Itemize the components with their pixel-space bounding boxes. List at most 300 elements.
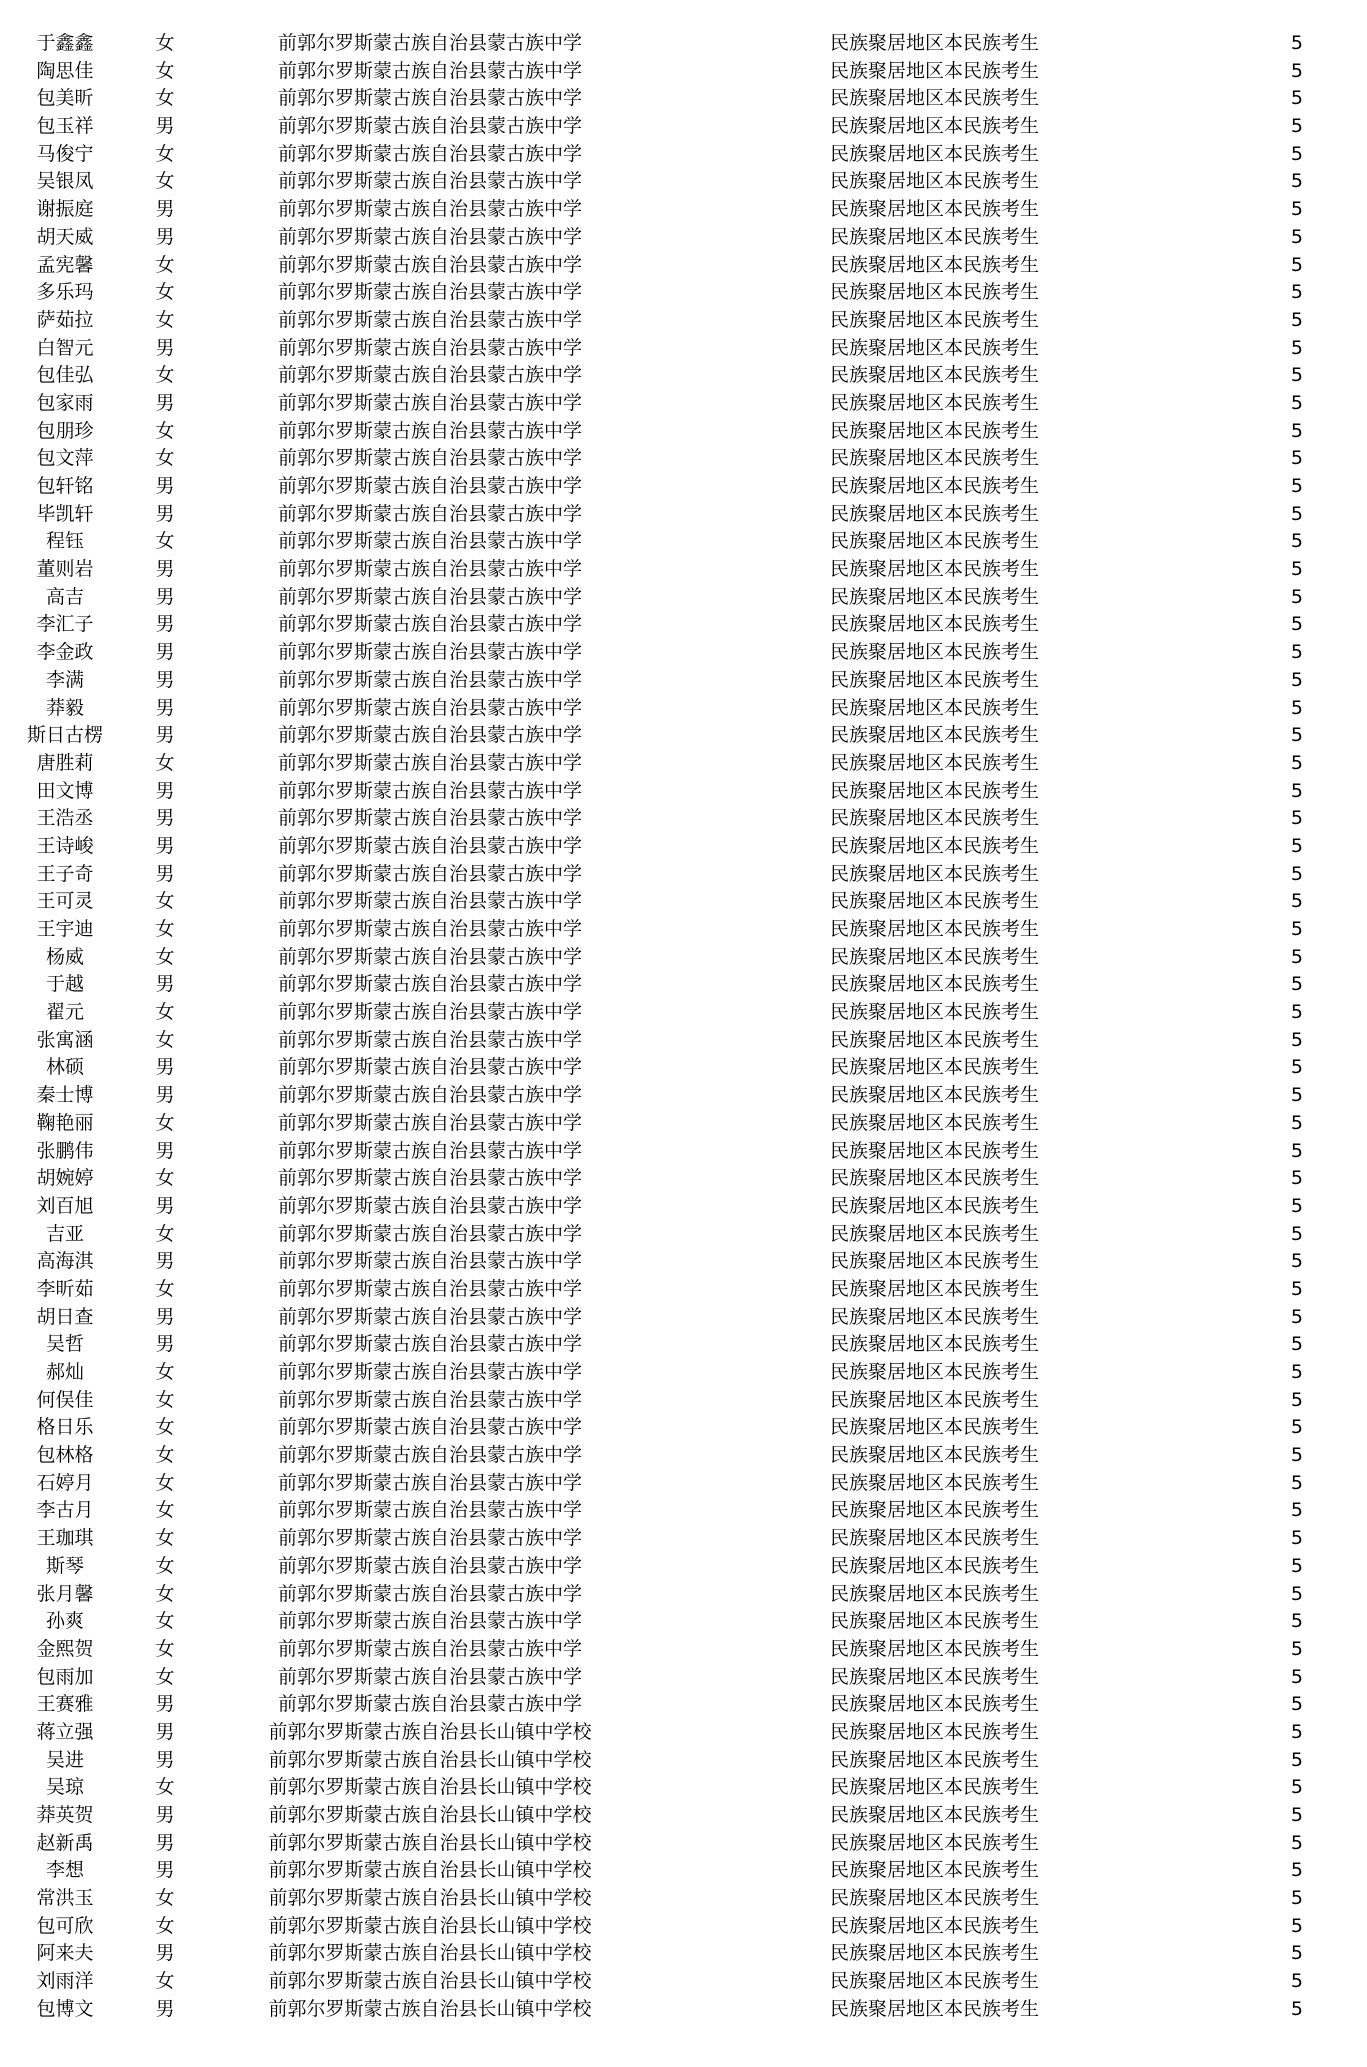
admission-category: 民族聚居地区本民族考生 xyxy=(830,1997,1040,2020)
school-name: 前郭尔罗斯蒙古族自治县蒙古族中学 xyxy=(277,253,582,276)
student-name: 包佳弘 xyxy=(36,364,94,387)
table-row xyxy=(0,667,1367,695)
school-name: 前郭尔罗斯蒙古族自治县蒙古族中学 xyxy=(277,198,582,221)
school-name: 前郭尔罗斯蒙古族自治县蒙古族中学 xyxy=(277,973,582,996)
score-value: 5 xyxy=(1290,807,1303,830)
score-value: 5 xyxy=(1290,1997,1303,2020)
score-value: 5 xyxy=(1290,1167,1303,1190)
student-gender: 男 xyxy=(155,1831,175,1854)
table-row xyxy=(0,611,1367,639)
score-value: 5 xyxy=(1290,225,1303,248)
score-value: 5 xyxy=(1290,1804,1303,1826)
student-gender: 女 xyxy=(155,1416,175,1439)
table-row xyxy=(0,1968,1367,1996)
score-value: 5 xyxy=(1290,142,1303,165)
student-gender: 女 xyxy=(155,1610,175,1633)
student-name: 李昕茹 xyxy=(36,1277,94,1300)
score-value: 5 xyxy=(1290,1139,1303,1162)
student-name: 林硕 xyxy=(45,1056,84,1079)
school-name: 前郭尔罗斯蒙古族自治县蒙古族中学 xyxy=(277,364,582,387)
school-name: 前郭尔罗斯蒙古族自治县蒙古族中学 xyxy=(277,225,582,248)
score-value: 5 xyxy=(1290,391,1303,414)
school-name: 前郭尔罗斯蒙古族自治县长山镇中学校 xyxy=(268,1720,592,1743)
school-name: 前郭尔罗斯蒙古族自治县蒙古族中学 xyxy=(277,613,582,636)
school-name: 前郭尔罗斯蒙古族自治县蒙古族中学 xyxy=(277,779,582,802)
table-row xyxy=(0,1664,1367,1692)
score-value: 5 xyxy=(1290,1637,1303,1660)
student-name: 斯日古楞 xyxy=(26,724,103,747)
school-name: 前郭尔罗斯蒙古族自治县蒙古族中学 xyxy=(277,1139,582,1162)
school-name: 前郭尔罗斯蒙古族自治县蒙古族中学 xyxy=(277,1665,582,1688)
student-gender: 男 xyxy=(155,1720,175,1743)
student-name: 莽毅 xyxy=(45,696,84,719)
student-gender: 男 xyxy=(155,696,175,719)
admission-category: 民族聚居地区本民族考生 xyxy=(830,1444,1040,1467)
student-name: 张月馨 xyxy=(36,1582,94,1605)
admission-category: 民族聚居地区本民族考生 xyxy=(830,1222,1040,1245)
table-row xyxy=(0,1581,1367,1609)
admission-category: 民族聚居地区本民族考生 xyxy=(830,751,1040,774)
admission-category: 民族聚居地区本民族考生 xyxy=(830,1388,1040,1411)
table-row xyxy=(0,196,1367,224)
student-gender: 女 xyxy=(155,751,175,774)
admission-category: 民族聚居地区本民族考生 xyxy=(830,1139,1040,1162)
student-name: 包文萍 xyxy=(36,447,94,470)
student-gender: 男 xyxy=(155,115,175,138)
student-gender: 女 xyxy=(155,1527,175,1550)
admission-category: 民族聚居地区本民族考生 xyxy=(830,87,1040,110)
student-gender: 女 xyxy=(155,1887,175,1910)
score-value: 5 xyxy=(1290,281,1303,304)
student-name: 于越 xyxy=(45,973,84,996)
student-gender: 女 xyxy=(155,419,175,442)
score-value: 5 xyxy=(1290,1831,1303,1854)
student-name: 王珈琪 xyxy=(36,1527,94,1550)
student-gender: 女 xyxy=(155,364,175,387)
student-gender: 男 xyxy=(155,1997,175,2020)
student-gender: 女 xyxy=(155,945,175,968)
school-name: 前郭尔罗斯蒙古族自治县蒙古族中学 xyxy=(277,1416,582,1439)
table-row xyxy=(0,335,1367,363)
score-value: 5 xyxy=(1290,1693,1303,1716)
score-value: 5 xyxy=(1290,1471,1303,1494)
student-name: 胡日查 xyxy=(36,1305,94,1328)
score-value: 5 xyxy=(1290,1610,1303,1633)
school-name: 前郭尔罗斯蒙古族自治县蒙古族中学 xyxy=(277,1444,582,1467)
school-name: 前郭尔罗斯蒙古族自治县蒙古族中学 xyxy=(277,585,582,608)
admission-category: 民族聚居地区本民族考生 xyxy=(830,890,1040,913)
school-name: 前郭尔罗斯蒙古族自治县蒙古族中学 xyxy=(277,87,582,110)
student-name: 胡婉婷 xyxy=(36,1167,94,1190)
table-row xyxy=(0,750,1367,778)
score-value: 5 xyxy=(1290,447,1303,470)
student-name: 金熙贺 xyxy=(36,1637,94,1660)
student-name: 张鹏伟 xyxy=(36,1139,94,1162)
student-gender: 男 xyxy=(155,585,175,608)
student-gender: 女 xyxy=(155,1028,175,1051)
score-value: 5 xyxy=(1290,1720,1303,1743)
table-row xyxy=(0,1913,1367,1941)
admission-category: 民族聚居地区本民族考生 xyxy=(830,585,1040,608)
admission-category: 民族聚居地区本民族考生 xyxy=(830,1471,1040,1494)
student-gender: 男 xyxy=(155,724,175,747)
score-value: 5 xyxy=(1290,1388,1303,1411)
student-name: 李古月 xyxy=(36,1499,94,1522)
score-value: 5 xyxy=(1290,1416,1303,1439)
student-gender: 男 xyxy=(155,1250,175,1273)
roster-table xyxy=(0,30,1367,2024)
admission-category: 民族聚居地区本民族考生 xyxy=(830,1554,1040,1577)
admission-category: 民族聚居地区本民族考生 xyxy=(830,1914,1040,1937)
student-gender: 女 xyxy=(155,1637,175,1660)
admission-category: 民族聚居地区本民族考生 xyxy=(830,1277,1040,1300)
student-gender: 女 xyxy=(155,1970,175,1993)
table-row xyxy=(0,1304,1367,1332)
school-name: 前郭尔罗斯蒙古族自治县蒙古族中学 xyxy=(277,807,582,830)
student-gender: 男 xyxy=(155,641,175,664)
school-name: 前郭尔罗斯蒙古族自治县蒙古族中学 xyxy=(277,502,582,525)
school-name: 前郭尔罗斯蒙古族自治县蒙古族中学 xyxy=(277,59,582,82)
school-name: 前郭尔罗斯蒙古族自治县蒙古族中学 xyxy=(277,115,582,138)
student-gender: 女 xyxy=(155,1001,175,1024)
student-name: 李汇子 xyxy=(36,613,94,636)
admission-category: 民族聚居地区本民族考生 xyxy=(830,696,1040,719)
school-name: 前郭尔罗斯蒙古族自治县长山镇中学校 xyxy=(268,1804,592,1826)
table-row xyxy=(0,1082,1367,1110)
table-row xyxy=(0,307,1367,335)
table-row xyxy=(0,1885,1367,1913)
student-gender: 男 xyxy=(155,225,175,248)
school-name: 前郭尔罗斯蒙古族自治县蒙古族中学 xyxy=(277,1693,582,1716)
school-name: 前郭尔罗斯蒙古族自治县长山镇中学校 xyxy=(268,1859,592,1882)
score-value: 5 xyxy=(1290,1001,1303,1024)
score-value: 5 xyxy=(1290,779,1303,802)
admission-category: 民族聚居地区本民族考生 xyxy=(830,1056,1040,1079)
student-name: 斯琴 xyxy=(45,1554,84,1577)
student-gender: 男 xyxy=(155,391,175,414)
table-row xyxy=(0,916,1367,944)
school-name: 前郭尔罗斯蒙古族自治县蒙古族中学 xyxy=(277,1527,582,1550)
student-name: 蒋立强 xyxy=(36,1720,94,1743)
student-gender: 男 xyxy=(155,1305,175,1328)
student-name: 陶思佳 xyxy=(36,59,94,82)
table-row xyxy=(0,58,1367,86)
school-name: 前郭尔罗斯蒙古族自治县蒙古族中学 xyxy=(277,1637,582,1660)
student-gender: 男 xyxy=(155,1804,175,1826)
admission-category: 民族聚居地区本民族考生 xyxy=(830,1720,1040,1743)
score-value: 5 xyxy=(1290,170,1303,193)
table-row xyxy=(0,1857,1367,1885)
school-name: 前郭尔罗斯蒙古族自治县蒙古族中学 xyxy=(277,1388,582,1411)
student-name: 李满 xyxy=(45,668,84,691)
admission-category: 民族聚居地区本民族考生 xyxy=(830,308,1040,331)
school-name: 前郭尔罗斯蒙古族自治县蒙古族中学 xyxy=(277,1610,582,1633)
student-name: 吉亚 xyxy=(45,1222,84,1245)
admission-category: 民族聚居地区本民族考生 xyxy=(830,475,1040,497)
student-gender: 女 xyxy=(155,530,175,553)
student-gender: 男 xyxy=(155,668,175,691)
table-row xyxy=(0,1165,1367,1193)
student-name: 包玉祥 xyxy=(36,115,94,138)
score-value: 5 xyxy=(1290,945,1303,968)
score-value: 5 xyxy=(1290,530,1303,553)
table-row xyxy=(0,30,1367,58)
school-name: 前郭尔罗斯蒙古族自治县蒙古族中学 xyxy=(277,558,582,581)
admission-category: 民族聚居地区本民族考生 xyxy=(830,59,1040,82)
table-row xyxy=(0,1442,1367,1470)
table-row xyxy=(0,1636,1367,1664)
admission-category: 民族聚居地区本民族考生 xyxy=(830,1499,1040,1522)
student-name: 多乐玛 xyxy=(36,281,94,304)
student-gender: 女 xyxy=(155,87,175,110)
admission-category: 民族聚居地区本民族考生 xyxy=(830,364,1040,387)
school-name: 前郭尔罗斯蒙古族自治县蒙古族中学 xyxy=(277,281,582,304)
school-name: 前郭尔罗斯蒙古族自治县蒙古族中学 xyxy=(277,391,582,414)
school-name: 前郭尔罗斯蒙古族自治县蒙古族中学 xyxy=(277,1361,582,1383)
student-name: 包林格 xyxy=(36,1444,94,1467)
school-name: 前郭尔罗斯蒙古族自治县长山镇中学校 xyxy=(268,1776,592,1799)
score-value: 5 xyxy=(1290,1361,1303,1383)
student-gender: 女 xyxy=(155,59,175,82)
student-name: 王子奇 xyxy=(36,862,94,885)
student-gender: 男 xyxy=(155,807,175,830)
student-name: 郝灿 xyxy=(45,1361,84,1383)
student-gender: 男 xyxy=(155,834,175,857)
table-row xyxy=(0,1221,1367,1249)
school-name: 前郭尔罗斯蒙古族自治县蒙古族中学 xyxy=(277,862,582,885)
score-value: 5 xyxy=(1290,59,1303,82)
student-name: 马俊宁 xyxy=(36,142,94,165)
school-name: 前郭尔罗斯蒙古族自治县蒙古族中学 xyxy=(277,32,582,54)
table-row xyxy=(0,999,1367,1027)
table-row xyxy=(0,1054,1367,1082)
admission-category: 民族聚居地区本民族考生 xyxy=(830,1416,1040,1439)
student-gender: 男 xyxy=(155,1333,175,1356)
student-gender: 女 xyxy=(155,1471,175,1494)
school-name: 前郭尔罗斯蒙古族自治县蒙古族中学 xyxy=(277,751,582,774)
student-gender: 女 xyxy=(155,890,175,913)
score-value: 5 xyxy=(1290,502,1303,525)
table-row xyxy=(0,1276,1367,1304)
school-name: 前郭尔罗斯蒙古族自治县长山镇中学校 xyxy=(268,1970,592,1993)
table-row xyxy=(0,778,1367,806)
table-row xyxy=(0,722,1367,750)
admission-category: 民族聚居地区本民族考生 xyxy=(830,1167,1040,1190)
table-row xyxy=(0,252,1367,280)
school-name: 前郭尔罗斯蒙古族自治县蒙古族中学 xyxy=(277,890,582,913)
score-value: 5 xyxy=(1290,1499,1303,1522)
student-gender: 女 xyxy=(155,1444,175,1467)
student-name: 高海淇 xyxy=(36,1250,94,1273)
admission-category: 民族聚居地区本民族考生 xyxy=(830,613,1040,636)
student-gender: 女 xyxy=(155,32,175,54)
student-gender: 女 xyxy=(155,1222,175,1245)
table-row xyxy=(0,1414,1367,1442)
admission-category: 民族聚居地区本民族考生 xyxy=(830,668,1040,691)
table-row xyxy=(0,639,1367,667)
school-name: 前郭尔罗斯蒙古族自治县蒙古族中学 xyxy=(277,530,582,553)
school-name: 前郭尔罗斯蒙古族自治县蒙古族中学 xyxy=(277,170,582,193)
admission-category: 民族聚居地区本民族考生 xyxy=(830,1333,1040,1356)
admission-category: 民族聚居地区本民族考生 xyxy=(830,336,1040,359)
school-name: 前郭尔罗斯蒙古族自治县蒙古族中学 xyxy=(277,1194,582,1217)
score-value: 5 xyxy=(1290,1887,1303,1910)
school-name: 前郭尔罗斯蒙古族自治县长山镇中学校 xyxy=(268,1887,592,1910)
score-value: 5 xyxy=(1290,1527,1303,1550)
table-row xyxy=(0,279,1367,307)
school-name: 前郭尔罗斯蒙古族自治县蒙古族中学 xyxy=(277,724,582,747)
score-value: 5 xyxy=(1290,1942,1303,1965)
table-row xyxy=(0,362,1367,390)
table-row xyxy=(0,1110,1367,1138)
student-gender: 男 xyxy=(155,1084,175,1107)
student-name: 包美昕 xyxy=(36,87,94,110)
student-name: 于鑫鑫 xyxy=(36,32,94,54)
table-row xyxy=(0,833,1367,861)
student-name: 李金政 xyxy=(36,641,94,664)
table-row xyxy=(0,1359,1367,1387)
school-name: 前郭尔罗斯蒙古族自治县蒙古族中学 xyxy=(277,1028,582,1051)
school-name: 前郭尔罗斯蒙古族自治县蒙古族中学 xyxy=(277,142,582,165)
student-name: 何俣佳 xyxy=(36,1388,94,1411)
student-gender: 男 xyxy=(155,1194,175,1217)
student-name: 刘雨洋 xyxy=(36,1970,94,1993)
score-value: 5 xyxy=(1290,724,1303,747)
admission-category: 民族聚居地区本民族考生 xyxy=(830,1361,1040,1383)
school-name: 前郭尔罗斯蒙古族自治县蒙古族中学 xyxy=(277,834,582,857)
student-name: 鞠艳丽 xyxy=(36,1111,94,1134)
admission-category: 民族聚居地区本民族考生 xyxy=(830,1942,1040,1965)
student-name: 王浩丞 xyxy=(36,807,94,830)
student-gender: 男 xyxy=(155,779,175,802)
student-gender: 男 xyxy=(155,336,175,359)
student-name: 翟元 xyxy=(45,1001,84,1024)
table-row xyxy=(0,1497,1367,1525)
score-value: 5 xyxy=(1290,973,1303,996)
score-value: 5 xyxy=(1290,1970,1303,1993)
school-name: 前郭尔罗斯蒙古族自治县蒙古族中学 xyxy=(277,475,582,497)
school-name: 前郭尔罗斯蒙古族自治县蒙古族中学 xyxy=(277,447,582,470)
table-row xyxy=(0,1027,1367,1055)
student-name: 李想 xyxy=(45,1859,84,1882)
admission-category: 民族聚居地区本民族考生 xyxy=(830,281,1040,304)
admission-category: 民族聚居地区本民族考生 xyxy=(830,1028,1040,1051)
school-name: 前郭尔罗斯蒙古族自治县蒙古族中学 xyxy=(277,308,582,331)
school-name: 前郭尔罗斯蒙古族自治县蒙古族中学 xyxy=(277,668,582,691)
score-value: 5 xyxy=(1290,87,1303,110)
student-gender: 女 xyxy=(155,1111,175,1134)
school-name: 前郭尔罗斯蒙古族自治县蒙古族中学 xyxy=(277,1554,582,1577)
school-name: 前郭尔罗斯蒙古族自治县长山镇中学校 xyxy=(268,1942,592,1965)
admission-category: 民族聚居地区本民族考生 xyxy=(830,1831,1040,1854)
admission-category: 民族聚居地区本民族考生 xyxy=(830,1001,1040,1024)
score-value: 5 xyxy=(1290,475,1303,497)
table-row xyxy=(0,1331,1367,1359)
admission-category: 民族聚居地区本民族考生 xyxy=(830,1693,1040,1716)
admission-category: 民族聚居地区本民族考生 xyxy=(830,1250,1040,1273)
admission-category: 民族聚居地区本民族考生 xyxy=(830,973,1040,996)
table-row xyxy=(0,1608,1367,1636)
school-name: 前郭尔罗斯蒙古族自治县蒙古族中学 xyxy=(277,1084,582,1107)
admission-category: 民族聚居地区本民族考生 xyxy=(830,1887,1040,1910)
student-name: 吴银凤 xyxy=(36,170,94,193)
school-name: 前郭尔罗斯蒙古族自治县蒙古族中学 xyxy=(277,1499,582,1522)
student-name: 毕凯轩 xyxy=(36,502,94,525)
table-row xyxy=(0,113,1367,141)
table-row xyxy=(0,1553,1367,1581)
student-gender: 女 xyxy=(155,1167,175,1190)
score-value: 5 xyxy=(1290,253,1303,276)
table-row xyxy=(0,695,1367,723)
admission-category: 民族聚居地区本民族考生 xyxy=(830,558,1040,581)
student-gender: 女 xyxy=(155,1914,175,1937)
student-name: 常洪玉 xyxy=(36,1887,94,1910)
score-value: 5 xyxy=(1290,1028,1303,1051)
student-gender: 女 xyxy=(155,1499,175,1522)
student-gender: 女 xyxy=(155,1776,175,1799)
student-name: 董则岩 xyxy=(36,558,94,581)
score-value: 5 xyxy=(1290,1748,1303,1771)
student-name: 包轩铭 xyxy=(36,475,94,497)
student-gender: 女 xyxy=(155,253,175,276)
score-value: 5 xyxy=(1290,1582,1303,1605)
score-value: 5 xyxy=(1290,198,1303,221)
admission-category: 民族聚居地区本民族考生 xyxy=(830,32,1040,54)
table-row xyxy=(0,971,1367,999)
student-gender: 女 xyxy=(155,170,175,193)
school-name: 前郭尔罗斯蒙古族自治县蒙古族中学 xyxy=(277,1222,582,1245)
admission-category: 民族聚居地区本民族考生 xyxy=(830,1776,1040,1799)
school-name: 前郭尔罗斯蒙古族自治县长山镇中学校 xyxy=(268,1914,592,1937)
admission-category: 民族聚居地区本民族考生 xyxy=(830,807,1040,830)
student-name: 吴琼 xyxy=(45,1776,84,1799)
student-name: 谢振庭 xyxy=(36,198,94,221)
admission-category: 民族聚居地区本民族考生 xyxy=(830,1194,1040,1217)
score-value: 5 xyxy=(1290,1859,1303,1882)
score-value: 5 xyxy=(1290,1084,1303,1107)
school-name: 前郭尔罗斯蒙古族自治县蒙古族中学 xyxy=(277,419,582,442)
student-name: 孟宪馨 xyxy=(36,253,94,276)
school-name: 前郭尔罗斯蒙古族自治县蒙古族中学 xyxy=(277,1056,582,1079)
table-row xyxy=(0,390,1367,418)
school-name: 前郭尔罗斯蒙古族自治县长山镇中学校 xyxy=(268,1997,592,2020)
student-name: 王赛雅 xyxy=(36,1693,94,1716)
table-row xyxy=(0,1387,1367,1415)
table-row xyxy=(0,1248,1367,1276)
score-value: 5 xyxy=(1290,1333,1303,1356)
table-row xyxy=(0,1193,1367,1221)
student-gender: 女 xyxy=(155,1582,175,1605)
school-name: 前郭尔罗斯蒙古族自治县蒙古族中学 xyxy=(277,1471,582,1494)
student-gender: 男 xyxy=(155,613,175,636)
school-name: 前郭尔罗斯蒙古族自治县长山镇中学校 xyxy=(268,1831,592,1854)
table-row xyxy=(0,528,1367,556)
student-name: 田文博 xyxy=(36,779,94,802)
admission-category: 民族聚居地区本民族考生 xyxy=(830,1084,1040,1107)
student-name: 包雨加 xyxy=(36,1665,94,1688)
score-value: 5 xyxy=(1290,613,1303,636)
table-row xyxy=(0,445,1367,473)
school-name: 前郭尔罗斯蒙古族自治县蒙古族中学 xyxy=(277,1333,582,1356)
student-name: 石婷月 xyxy=(36,1471,94,1494)
student-name: 秦士博 xyxy=(36,1084,94,1107)
student-name: 高吉 xyxy=(45,585,84,608)
table-row xyxy=(0,141,1367,169)
score-value: 5 xyxy=(1290,1277,1303,1300)
table-row xyxy=(0,1830,1367,1858)
admission-category: 民族聚居地区本民族考生 xyxy=(830,530,1040,553)
score-value: 5 xyxy=(1290,115,1303,138)
